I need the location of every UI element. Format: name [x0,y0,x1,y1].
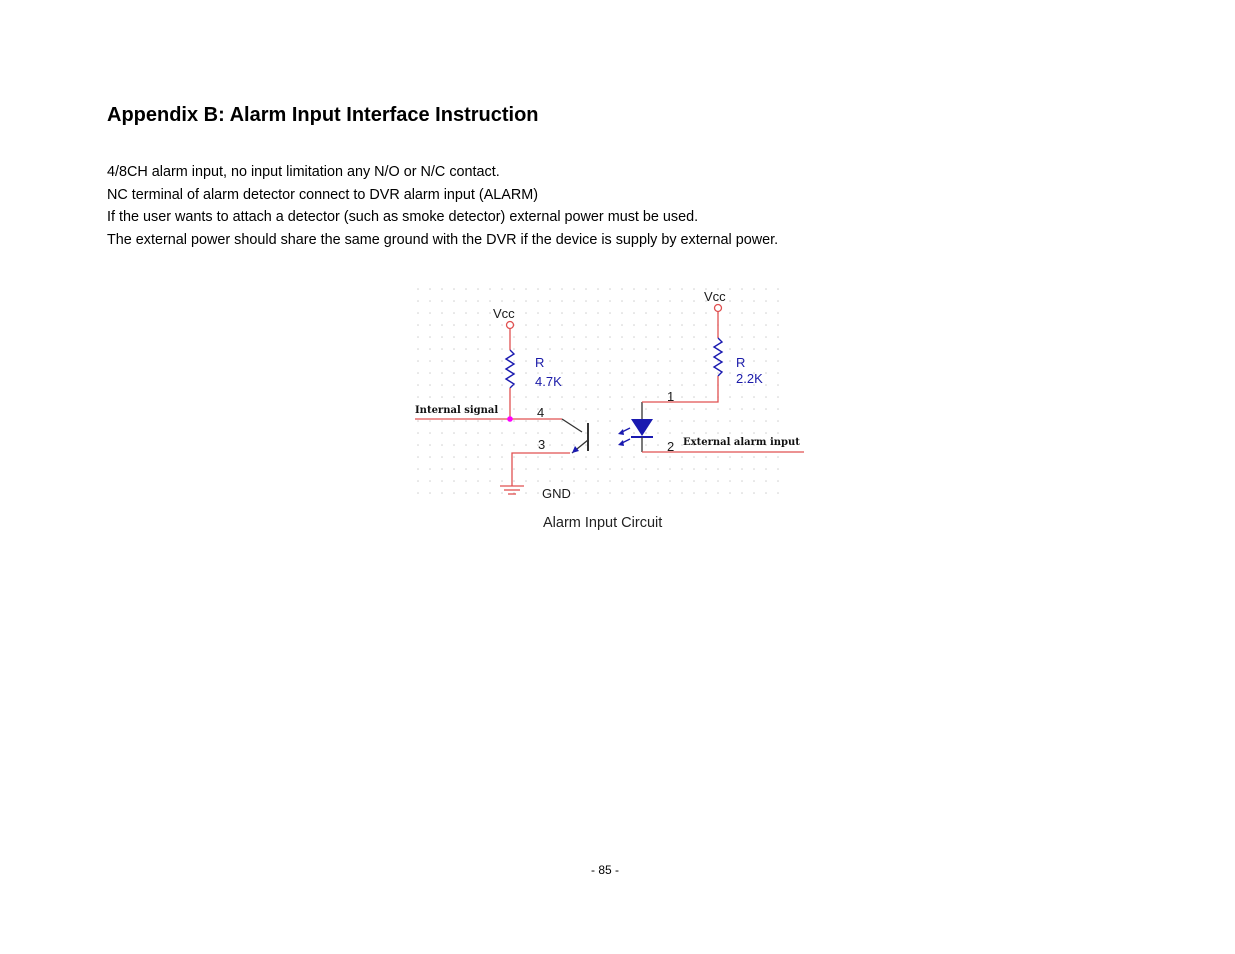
left-resistor-value: 4.7K [535,374,562,389]
paragraph: The external power should share the same ground with the DVR if the device is supply by external power. [107,231,779,248]
alarm-input-circuit-diagram [412,283,808,507]
grid-background [412,283,788,501]
paragraph: NC terminal of alarm detector connect to DVR alarm input (ALARM) [107,186,539,203]
right-vcc-label: Vcc [704,289,726,304]
right-resistor-name: R [736,355,746,370]
pin-1-label: 1 [667,389,675,404]
left-resistor-name: R [535,355,545,370]
left-vcc-terminal [507,322,514,329]
page-title: Appendix B: Alarm Input Interface Instruction [107,104,539,126]
junction-dot [507,416,513,422]
pin-2-label: 2 [667,439,675,454]
gnd-label: GND [542,486,571,501]
pin-4-label: 4 [537,405,545,420]
pin-3-label: 3 [538,437,546,452]
right-vcc-terminal [715,305,722,312]
diagram-caption: Alarm Input Circuit [543,515,663,531]
page-number: - 85 - [590,863,619,877]
left-vcc-label: Vcc [493,306,515,321]
paragraph: 4/8CH alarm input, no input limitation any N/O or N/C contact. [107,164,500,180]
internal-signal-label: Internal signal [415,405,499,416]
right-resistor-value: 2.2K [736,371,763,386]
paragraph: If the user wants to attach a detector (such as smoke detector) external power must be used. [107,209,699,226]
external-alarm-input-label: External alarm input [683,437,800,448]
body-text [107,161,778,251]
